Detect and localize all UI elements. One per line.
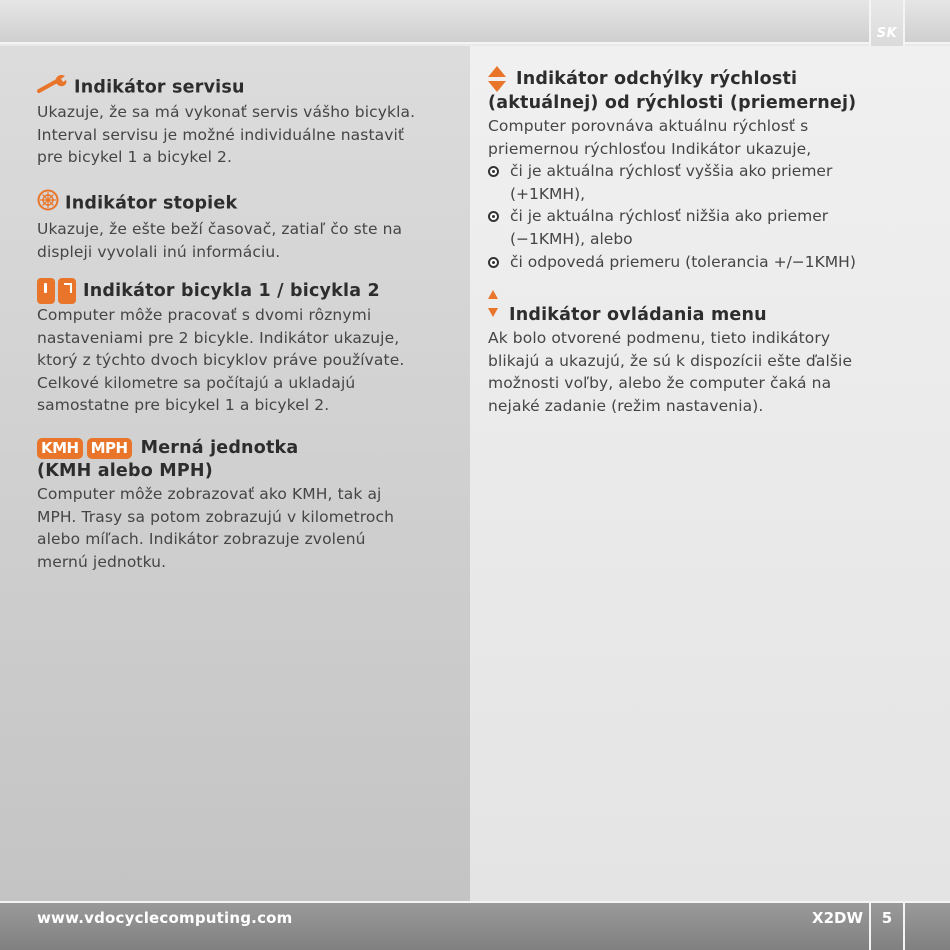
bullet-icon bbox=[488, 257, 499, 268]
deviation-title: Indikátor odchýlky rýchlosti bbox=[516, 69, 798, 89]
text-line: samostatne pre bicykel 1 a bicykel 2. bbox=[37, 396, 330, 415]
stopwatch-section bbox=[37, 189, 462, 263]
service-title: Indikátor servisu bbox=[74, 77, 245, 98]
unit-title-row bbox=[37, 437, 462, 460]
bullet-line: (+1KMH), bbox=[510, 184, 586, 203]
service-section bbox=[37, 74, 462, 169]
text-line: Interval servisu je možné individuálne nastaviť bbox=[37, 125, 405, 144]
deviation-text bbox=[488, 115, 933, 160]
bike-2-icon bbox=[58, 278, 76, 304]
stopwatch-title: Indikátor stopiek bbox=[65, 193, 238, 214]
bike-title: Indikátor bicykla 1 / bicykla 2 bbox=[83, 281, 380, 301]
deviation-section bbox=[488, 66, 933, 273]
text-line: blikajú a ukazujú, že sú k dispozícii ešte ďalšie bbox=[488, 351, 853, 370]
text-line: nejaké zadanie (režim nastavenia). bbox=[488, 396, 764, 415]
bullet-icon bbox=[488, 166, 499, 177]
list-item bbox=[488, 251, 933, 274]
text-line: Computer môže pracovať s dvomi rôznymi bbox=[37, 306, 372, 324]
bike-1-2-icon bbox=[37, 278, 79, 304]
language-tab: SK bbox=[869, 0, 905, 46]
mph-badge: MPH bbox=[87, 438, 132, 459]
bike-text bbox=[37, 304, 462, 417]
model-name: X2DW bbox=[812, 909, 863, 927]
stopwatch-icon bbox=[37, 189, 59, 218]
menu-arrows-icon bbox=[488, 290, 498, 317]
text-line: Computer môže zobrazovať ako KMH, tak aj bbox=[37, 485, 382, 503]
page-number: 5 bbox=[869, 901, 905, 950]
bullet-line: či je aktuálna rýchlosť vyššia ako priemer bbox=[510, 162, 833, 181]
text-line: nastaveniami pre 2 bicykle. Indikátor ukazuje, bbox=[37, 328, 400, 347]
service-text bbox=[37, 101, 462, 169]
menu-text bbox=[488, 327, 933, 417]
text-line: Celkové kilometre sa počítajú a ukladajú bbox=[37, 373, 356, 392]
list-item bbox=[488, 205, 933, 250]
text-line: mernú jednotku. bbox=[37, 552, 167, 571]
menu-title: Indikátor ovládania menu bbox=[509, 305, 767, 325]
service-title-row bbox=[37, 74, 462, 101]
bullet-line: či je aktuálna rýchlosť nižšia ako priemer bbox=[510, 207, 829, 226]
bike-section bbox=[37, 278, 462, 417]
text-line: alebo míľach. Indikátor zobrazuje zvolenú bbox=[37, 530, 366, 549]
text-line: možnosti voľby, alebo že computer čaká na bbox=[488, 374, 832, 393]
bike-title-row bbox=[37, 278, 462, 304]
text-line: Computer porovnáva aktuálnu rýchlosť s bbox=[488, 117, 809, 135]
stopwatch-title-row bbox=[37, 189, 462, 218]
unit-title: Merná jednotka bbox=[140, 438, 299, 458]
text-line: ktorý z týchto dvoch bicyklov práve používate. bbox=[37, 351, 405, 370]
text-line: Ukazuje, že ešte beží časovač, zatiaľ čo ste na bbox=[37, 220, 403, 238]
footer-bar bbox=[0, 901, 950, 950]
deviation-subtitle: (aktuálnej) od rýchlosti (priemernej) bbox=[488, 93, 857, 113]
website-link[interactable]: www.vdocyclecomputing.com bbox=[37, 909, 293, 927]
text-line: pre bicykel 1 a bicykel 2. bbox=[37, 148, 233, 167]
bullet-icon bbox=[488, 211, 499, 222]
text-line: priemernou rýchlosťou Indikátor ukazuje, bbox=[488, 139, 812, 158]
bullet-line: či odpovedá priemeru (tolerancia +/−1KMH) bbox=[510, 252, 856, 271]
wrench-icon bbox=[37, 74, 68, 101]
text-line: displeji vyvolali inú informáciu. bbox=[37, 242, 281, 261]
text-line: Ukazuje, že sa má vykonať servis vášho bicykla. bbox=[37, 103, 416, 121]
unit-text bbox=[37, 483, 462, 573]
deviation-title-row bbox=[488, 66, 933, 92]
kmh-badge: KMH bbox=[37, 438, 83, 459]
up-down-arrows-icon bbox=[488, 66, 506, 92]
list-item bbox=[488, 160, 933, 205]
unit-section bbox=[37, 437, 462, 573]
top-bar bbox=[0, 0, 950, 44]
bullet-line: (−1KMH), alebo bbox=[510, 229, 633, 248]
stopwatch-text bbox=[37, 218, 462, 263]
text-line: MPH. Trasy sa potom zobrazujú v kilometroch bbox=[37, 507, 394, 526]
unit-subtitle: (KMH alebo MPH) bbox=[37, 461, 213, 481]
menu-section bbox=[488, 288, 933, 417]
text-line: Ak bolo otvorené podmenu, tieto indikátory bbox=[488, 329, 831, 347]
bike-1-icon bbox=[37, 278, 55, 304]
menu-title-row bbox=[488, 288, 933, 327]
